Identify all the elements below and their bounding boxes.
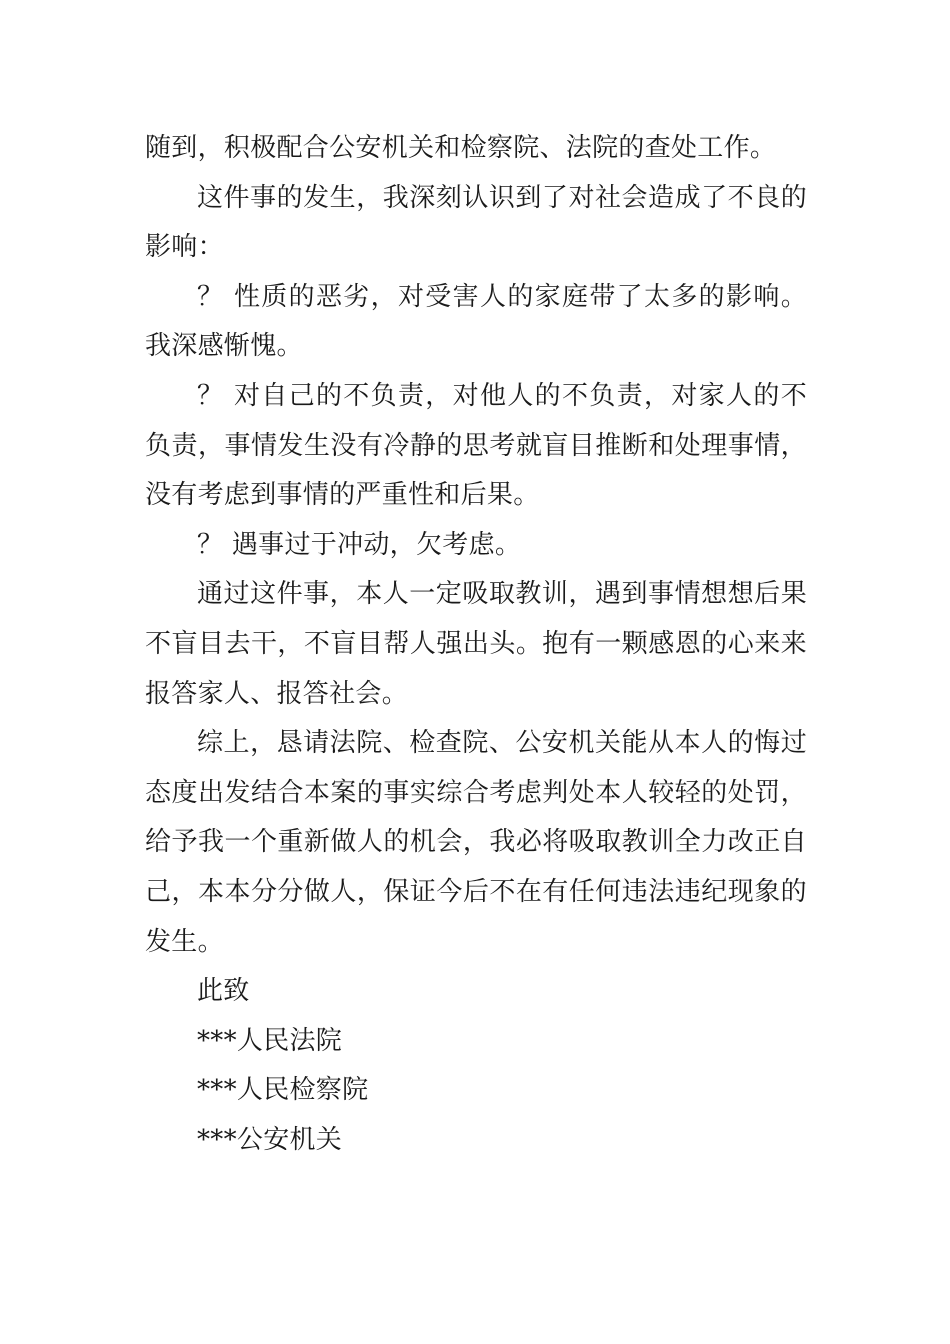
recipient-police: ***公安机关 — [197, 1124, 343, 1155]
paragraph-lesson: 通过这件事，本人一定吸取教训，遇到事情想想后果不盲目去干，不盲目帮人强出头。抱有一颗感恩的心来来报答家人、报答社会。 — [145, 579, 807, 709]
paragraph-nature: ？ 性质的恶劣，对受害人的家庭带了太多的影响。我深感惭愧。 — [145, 281, 807, 362]
recipient-procuratorate: ***人民检察院 — [197, 1075, 369, 1106]
paragraph-plea: 综上，恳请法院、检查院、公安机关能从本人的悔过态度出发结合本案的事实综合考虑判处本人较轻的处罚，给予我一个重新做人的机会，我必将吸取教训全力改正自己，本本分分做人，保证今后不在有任何违法违纪现象的发生。 — [145, 728, 807, 957]
letter-body — [145, 124, 807, 1165]
paragraph-cooperation: 随到，积极配合公安机关和检察院、法院的查处工作。 — [145, 133, 777, 163]
paragraph-responsibility: ？ 对自己的不负责，对他人的不负责，对家人的不负责，事情发生没有冷静的思考就盲目推断和处理事情，没有考虑到事情的严重性和后果。 — [145, 380, 807, 511]
closing-salutation: 此致 — [197, 976, 250, 1007]
paragraph-realization: 这件事的发生，我深刻认识到了对社会造成了不良的影响： — [145, 182, 807, 263]
paragraph-impulsive: ？ 遇事过于冲动，欠考虑。 — [197, 529, 522, 560]
recipient-court: ***人民法院 — [197, 1025, 343, 1056]
